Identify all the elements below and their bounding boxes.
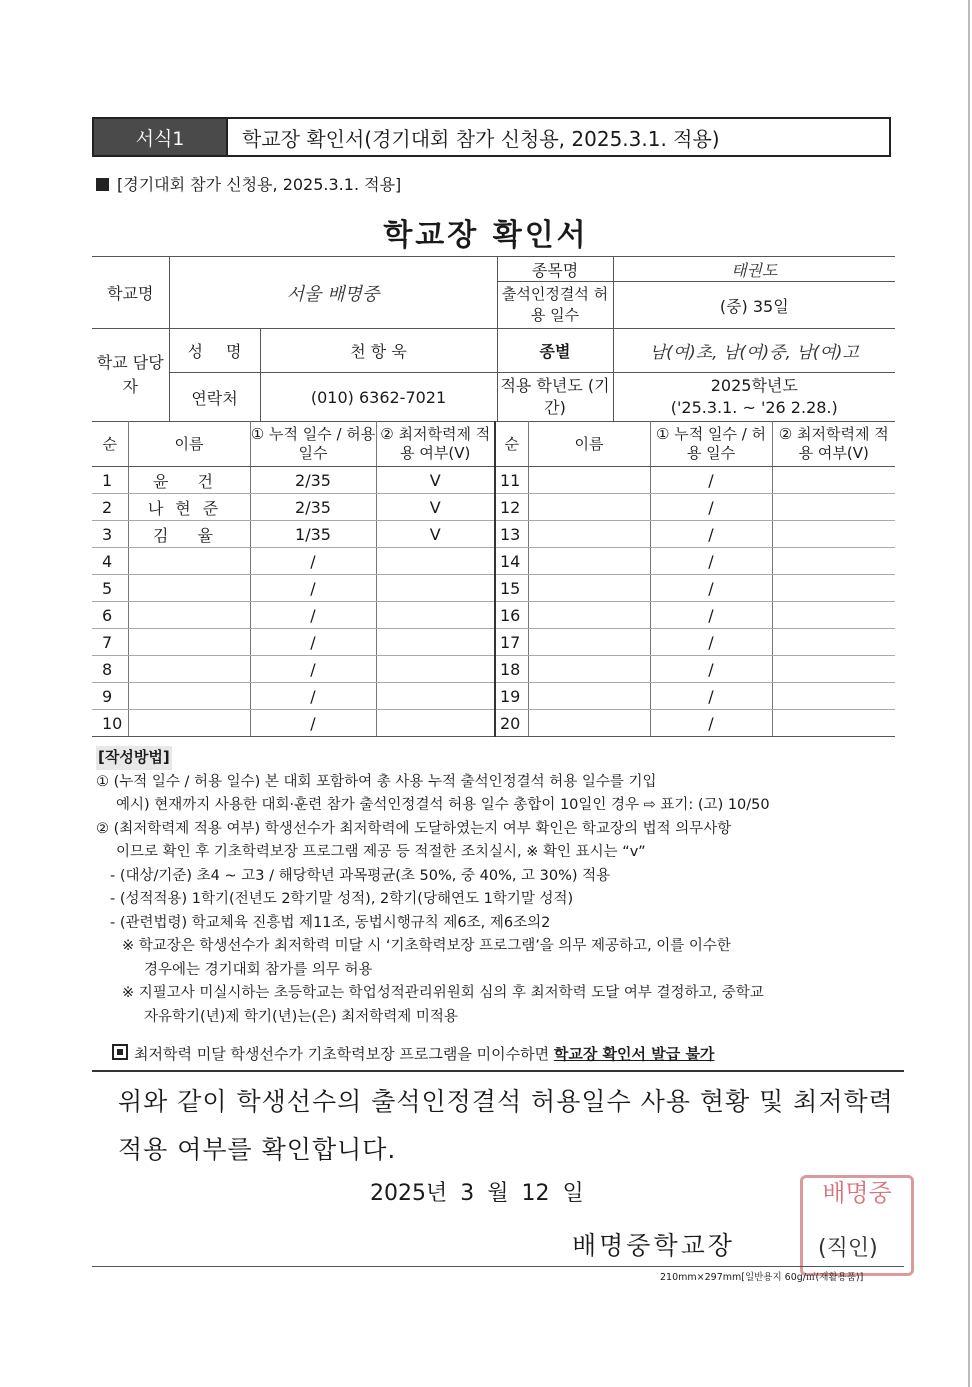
gender-value: 남(여)초, 남(여)중, 남(여)고 [613,329,895,373]
instruction-line: - (관련법령) 학교체육 진흥법 제11조, 동법시행규칙 제6조, 제6조의2 [110,914,551,931]
student-name [528,656,650,683]
contact-label: 연락처 [169,373,260,422]
roster-row [92,629,895,656]
instruction-line: - (대상/기준) 초4 ~ 고3 / 해당학년 과목평균(초 50%, 중 40%, 고 30%) 적용 [110,867,611,884]
absence-days: / [250,548,376,575]
col-name-left: 이름 [128,422,250,467]
year-label: 적용 학년도 (기간) [497,373,613,422]
roster-row [92,656,895,683]
instruction-line: 예시) 현재까지 사용한 대회·훈련 참가 출석인정결석 허용 일수 총합이 10일인 경우 ⇨ 표기: (고) 10/50 [116,797,770,813]
square-bullet-icon [96,178,109,191]
absence-days: / [250,710,376,737]
absence-days: 1/35 [250,521,376,548]
min-achievement-check [376,629,495,656]
absence-days: / [250,656,376,683]
absence-days: / [650,494,772,521]
student-name [528,521,650,548]
min-achievement-check [772,602,895,629]
student-number: 10 [92,710,128,737]
min-achievement-check [772,521,895,548]
student-name [128,629,250,656]
absence-days: / [650,656,772,683]
days-label: 출석인정결석 허용 일수 [497,282,613,329]
roster-row [92,494,895,521]
min-achievement-check [772,548,895,575]
min-achievement-check [376,656,495,683]
min-achievement-check: V [376,494,495,521]
instruction-line: ※ 학교장은 학생선수가 최저학력 미달 시 ‘기초학력보장 프로그램’을 의무 제공하고, 이를 이수한 [122,938,731,954]
absence-days: / [250,602,376,629]
min-achievement-check [772,629,895,656]
absence-days: / [650,602,772,629]
student-number: 9 [92,683,128,710]
student-name [128,683,250,710]
absence-days: / [250,575,376,602]
contact-value: (010) 6362-7021 [260,373,497,422]
instructions-heading: [작성방법] [96,746,172,770]
name-value: 천 항 욱 [260,329,497,373]
subheading-text: [경기대회 참가 신청용, 2025.3.1. 적용] [117,175,402,194]
instruction-line: 이므로 확인 후 기초학력보장 프로그램 제공 등 적절한 조치실시, ※ 확인 표시는 “v” [116,844,646,860]
roster-table [92,421,895,737]
seal-label: (직인) [818,1236,878,1261]
instruction-line: ① (누적 일수 / 허용 일수) 본 대회 포함하여 총 사용 누적 출석인정결석 허용 일수를 기입 [96,773,657,790]
seal-text: 배명중 [822,1179,892,1207]
col-num-left: 순 [92,422,128,467]
issuer-name: 배명중학교장 [572,1231,735,1260]
paper-spec: 210mm×297mm[일반용지 60g/㎡(재활용품)] [660,1272,864,1283]
absence-days: / [650,629,772,656]
roster-row [92,710,895,737]
roster-row [92,602,895,629]
min-achievement-check: V [376,521,495,548]
staff-label: 학교 담당자 [92,329,169,422]
min-achievement-check [376,602,495,629]
page-edge [968,0,970,1387]
student-number: 13 [495,521,528,548]
roster-row [92,548,895,575]
student-number: 15 [495,575,528,602]
student-number: 12 [495,494,528,521]
min-achievement-check [772,683,895,710]
instruction-line: 자유학기(년)제 학기(년)는(은) 최저학력제 미적용 [144,1008,458,1025]
student-number: 16 [495,602,528,629]
col-name-right: 이름 [528,422,650,467]
instruction-line: - (성적적용) 1학기(전년도 2학기말 성적), 2학기(당해연도 1학기말 성적) [110,891,574,907]
year-value: 2025학년도 [710,376,798,395]
student-name [528,575,650,602]
warning-note [112,1043,714,1064]
absence-days: / [650,521,772,548]
absence-days: / [250,683,376,710]
school-label: 학교명 [92,257,169,329]
absence-days: 2/35 [250,494,376,521]
min-achievement-check [376,575,495,602]
absence-days: / [650,575,772,602]
student-name [528,467,650,494]
student-number: 14 [495,548,528,575]
roster-row [92,521,895,548]
days-value: (중) 35일 [613,282,895,329]
student-name [528,548,650,575]
event-value: 태권도 [613,257,895,282]
roster-row [92,575,895,602]
student-number: 17 [495,629,528,656]
student-name [128,548,250,575]
min-achievement-check [772,710,895,737]
student-number: 19 [495,683,528,710]
instruction-line: 경우에는 경기대회 참가를 의무 허용 [144,961,373,978]
min-achievement-check [772,656,895,683]
instruction-line: ※ 지필고사 미실시하는 초등학교는 학업성적관리위원회 심의 후 최저학력 도달 여부 결정하고, 중학교 [122,985,764,1001]
event-label: 종목명 [497,257,613,282]
year-cell [613,373,895,422]
divider [92,1070,904,1072]
col-num-right: 순 [495,422,528,467]
student-name [528,683,650,710]
student-number: 6 [92,602,128,629]
form-title: 학교장 확인서(경기대회 참가 신청용, 2025.3.1. 적용) [226,119,889,155]
confirmation-line-2: 적용 여부를 확인합니다. [118,1135,397,1164]
student-number: 11 [495,467,528,494]
student-name [528,629,650,656]
student-name [528,602,650,629]
subheading [96,172,401,195]
student-name [528,710,650,737]
min-achievement-check [772,575,895,602]
note-emphasis: 학교장 확인서 발급 불가 [553,1045,715,1063]
note-text: 최저학력 미달 학생선수가 기초학력보장 프로그램을 미이수하면 [134,1045,550,1063]
student-name: 김 율 [128,521,250,548]
student-number: 3 [92,521,128,548]
roster-row [92,467,895,494]
student-name: 윤 건 [128,467,250,494]
student-name [528,494,650,521]
student-name [128,602,250,629]
instructions [96,746,906,1029]
gender-label: 종별 [497,329,613,373]
col-days-right: ① 누적 일수 / 허용 일수 [650,422,772,467]
student-number: 18 [495,656,528,683]
student-number: 8 [92,656,128,683]
confirmation-line-1: 위와 같이 학생선수의 출석인정결석 허용일수 사용 현황 및 최저학력 [118,1087,894,1116]
absence-days: / [650,683,772,710]
student-name [128,710,250,737]
absence-days: / [650,467,772,494]
page-title: 학교장 확인서 [383,218,589,253]
roster-row [92,683,895,710]
student-number: 2 [92,494,128,521]
issue-date: 2025년 3 월 12 일 [370,1181,584,1206]
min-achievement-check [376,548,495,575]
footer-rule [92,1266,904,1267]
roster-body [92,467,895,737]
student-number: 5 [92,575,128,602]
student-name [128,656,250,683]
student-name [128,575,250,602]
absence-days: / [650,710,772,737]
student-name: 나현준 [128,494,250,521]
min-achievement-check [376,683,495,710]
student-number: 20 [495,710,528,737]
absence-days: 2/35 [250,467,376,494]
min-achievement-check: V [376,467,495,494]
student-number: 1 [92,467,128,494]
school-value: 서울 배명중 [169,257,497,329]
student-number: 7 [92,629,128,656]
min-achievement-check [772,467,895,494]
square-check-icon [112,1044,128,1060]
min-achievement-check [772,494,895,521]
confirmation-text [118,1078,894,1174]
student-number: 4 [92,548,128,575]
year-range: ('25.3.1. ~ '26 2.28.) [670,398,838,417]
instruction-line: ② (최저학력제 적용 여부) 학생선수가 최저학력에 도달하였는지 여부 확인은 학교장의 법적 의무사항 [96,820,732,837]
form-header [92,117,891,157]
col-min-right: ② 최저학력제 적용 여부(V) [772,422,895,467]
absence-days: / [650,548,772,575]
info-table [92,256,895,422]
col-days-left: ① 누적 일수 / 허용 일수 [250,422,376,467]
col-min-left: ② 최저학력제 적용 여부(V) [376,422,495,467]
min-achievement-check [376,710,495,737]
absence-days: / [250,629,376,656]
name-label: 성 명 [169,329,260,373]
form-tag: 서식1 [94,119,226,155]
